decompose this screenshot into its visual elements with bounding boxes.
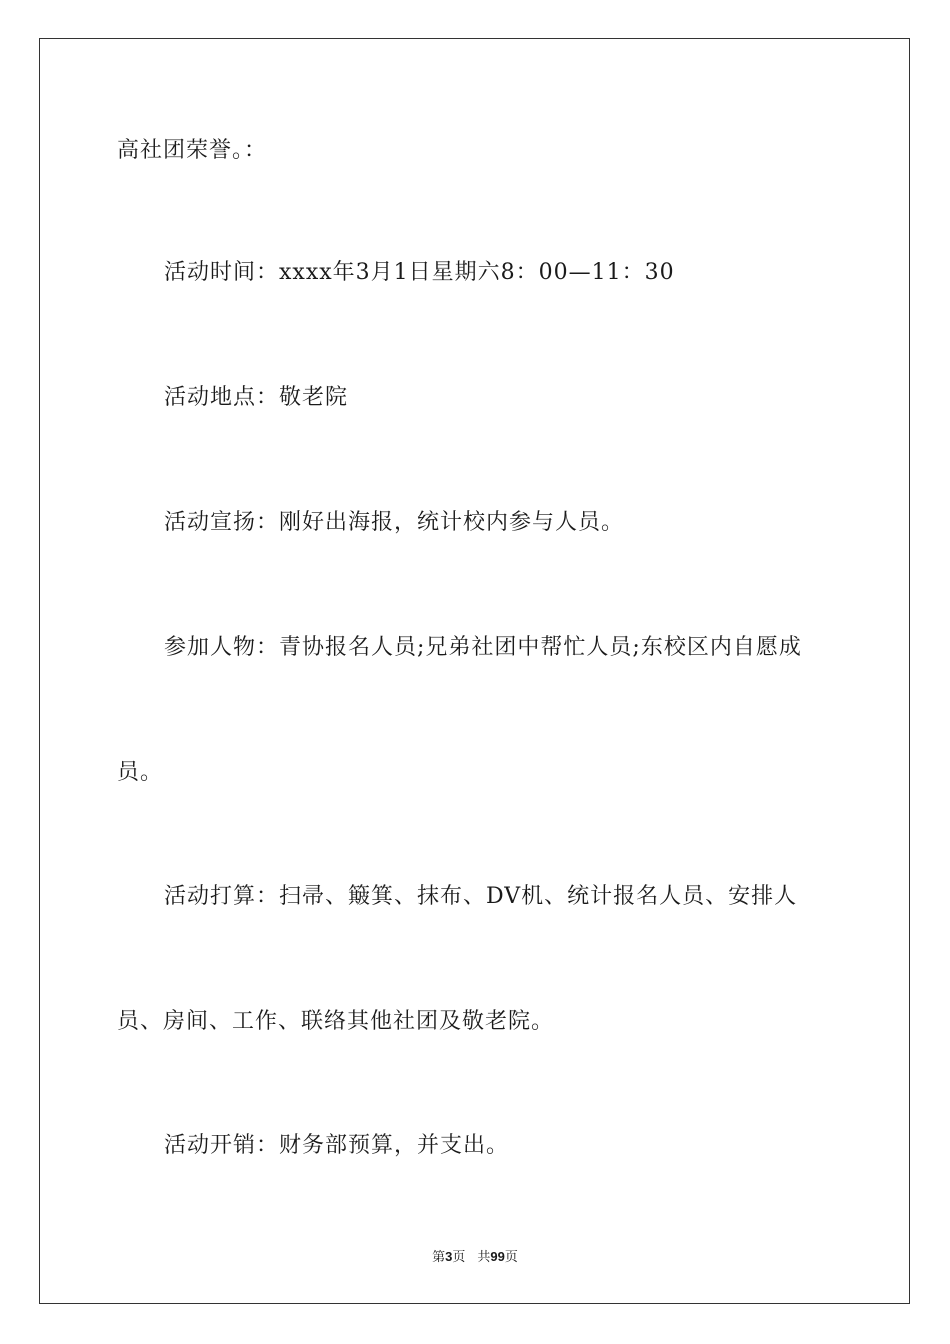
- page-border: [39, 38, 910, 1304]
- page-prefix: 第: [432, 1250, 446, 1265]
- activity-location: 活动地点：敬老院: [164, 385, 349, 410]
- participants: 参加人物：青协报名人员;兄弟社团中帮忙人员;东校区内自愿成: [164, 635, 802, 660]
- activity-preparation: 活动打算：扫帚、簸箕、抹布、DV机、统计报名人员、安排人: [164, 884, 798, 909]
- page-number: 3: [445, 1249, 453, 1264]
- activity-promotion: 活动宣扬：刚好出海报，统计校内参与人员。: [164, 510, 625, 535]
- page-footer: [0, 1246, 950, 1265]
- activity-preparation-continued: 员、房间、工作、联络其他社团及敬老院。: [117, 1009, 555, 1034]
- total-pages: 99: [490, 1249, 505, 1264]
- page-suffix: 页: [452, 1250, 466, 1265]
- total-suffix: 页: [504, 1250, 518, 1265]
- activity-expenses: 活动开销：财务部预算，并支出。: [164, 1133, 510, 1158]
- participants-continued: 员。: [117, 760, 164, 785]
- total-prefix: 共: [477, 1250, 491, 1265]
- activity-time: 活动时间：xxxx年3月1日星期六8：00—11：30: [164, 260, 675, 285]
- paragraph-continuation: 高社团荣誉。：: [117, 138, 268, 163]
